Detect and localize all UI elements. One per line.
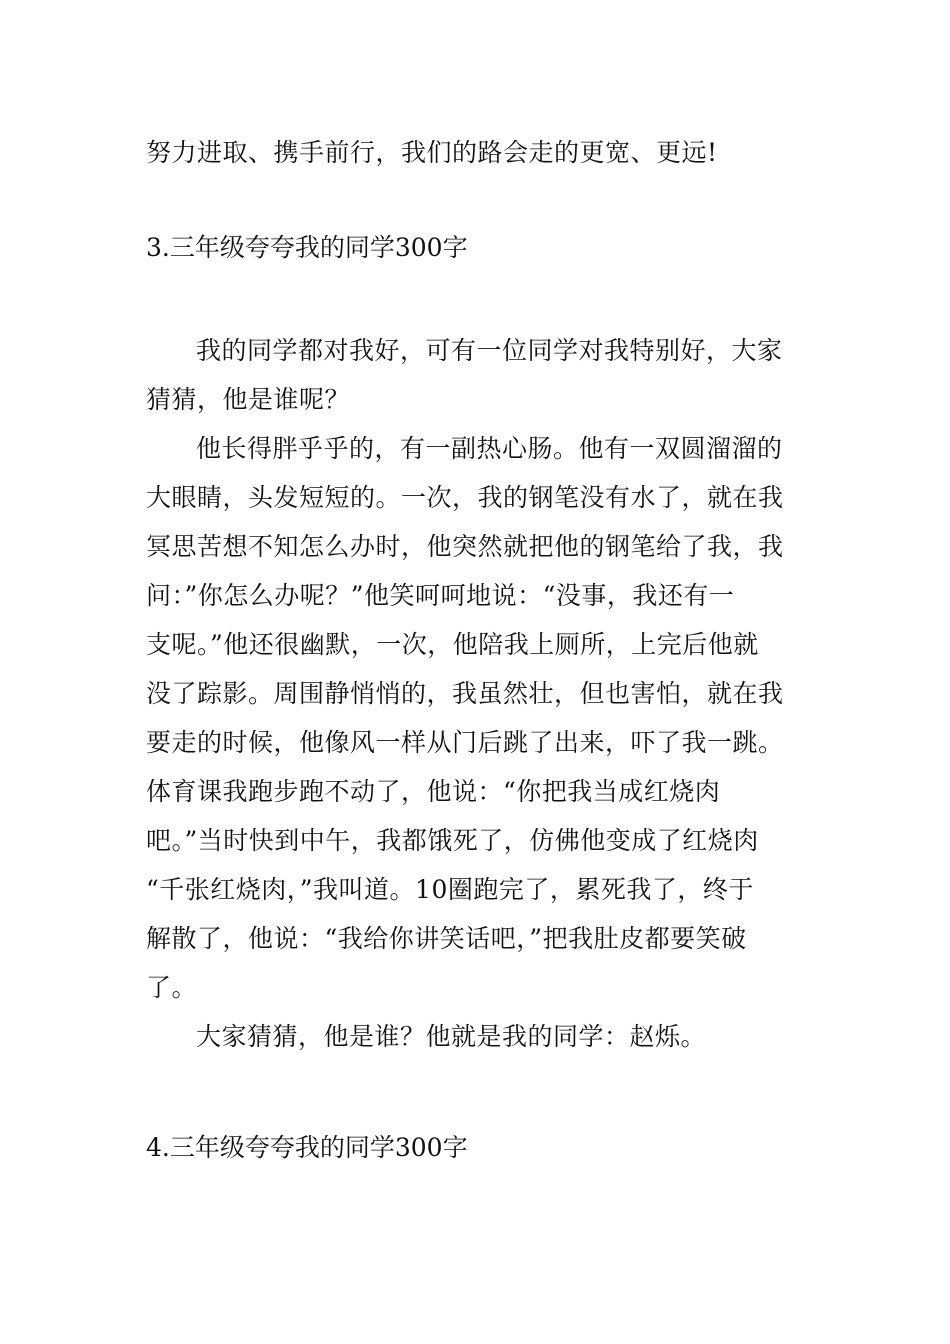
paragraph-line: 冥思苦想不知怎么办时，他突然就把他的钢笔给了我，我 [146, 532, 784, 561]
paragraph-line: 他长得胖乎乎的，有一副热心肠。他有一双圆溜溜的 [196, 434, 783, 463]
closing-line: 努力进取、携手前行，我们的路会走的更宽、更远! [146, 138, 718, 167]
section-3-heading: 3.三年级夸夸我的同学300字 [146, 233, 468, 262]
section-3-body [146, 326, 808, 1061]
section-4-heading: 4.三年级夸夸我的同学300字 [146, 1133, 468, 1162]
paragraph-line: 吧。”当时快到中午，我都饿死了，仿佛他变成了红烧肉 [146, 826, 759, 855]
paragraph-line: 猜猜，他是谁呢？ [146, 385, 351, 414]
paragraph-line: “千张红烧肉，”我叫道。10圈跑完了，累死我了，终于 [146, 875, 754, 904]
paragraph-line: 问：”你怎么办呢？”他笑呵呵地说：“没事，我还有一 [146, 581, 735, 610]
paragraph-line: 没了踪影。周围静悄悄的，我虽然壮，但也害怕，就在我 [146, 679, 784, 708]
paragraph-line: 了。 [146, 973, 198, 1002]
paragraph-line: 要走的时候，他像风一样从门后跳了出来，吓了我一跳。 [146, 728, 784, 757]
paragraph-line: 解散了，他说：“我给你讲笑话吧，”把我肚皮都要笑破 [146, 924, 747, 953]
paragraph-line: 体育课我跑步跑不动了，他说：“你把我当成红烧肉 [146, 777, 721, 806]
paragraph-line: 支呢。”他还很幽默，一次，他陪我上厕所，上完后他就 [146, 630, 759, 659]
paragraph-line: 大家猜猜，他是谁？他就是我的同学：赵烁。 [196, 1022, 707, 1051]
paragraph-line: 我的同学都对我好，可有一位同学对我特别好，大家 [196, 336, 783, 365]
paragraph-line: 大眼睛，头发短短的。一次，我的钢笔没有水了，就在我 [146, 483, 784, 512]
